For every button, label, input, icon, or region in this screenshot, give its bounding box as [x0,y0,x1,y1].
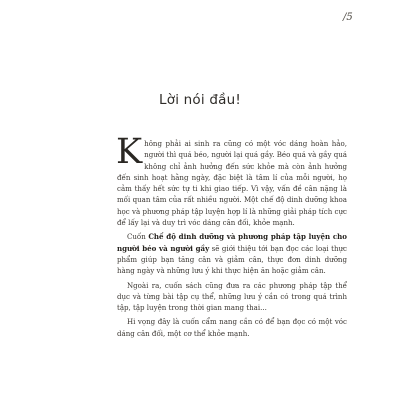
book-title: Chế độ dinh dưỡng và phương pháp tập luyện cho người béo và người gầy [117,232,347,253]
paragraph-intro [116,132,347,228]
page-number: /5 [343,12,353,23]
page-title: Lời nói đầu! [159,92,241,108]
paragraph-book-intro [117,231,347,276]
paragraph-exercise: Ngoài ra, cuốn sách cũng đưa ra các phương pháp tập thể dục và từng bài tập cụ thể, những lưu ý cần có trong quá trình tập, tập luyện trong thời gian mang thai... [117,280,347,313]
paragraph-book-suffix: sẽ giới thiệu tới bạn đọc các loại thực phẩm giúp bạn tăng cân và giảm cân, thực đơn dinh dưỡng hàng ngày và những lưu ý khi thực hiện ăn hoặc giảm cân. [117,243,347,276]
paragraph-closing: Hi vọng đây là cuốn cẩm nang cần có để bạn đọc có một vóc dáng cân đối, một cơ thể khỏe mạnh. [117,317,347,338]
paragraph-intro-text: hông phải ai sinh ra cũng có một vóc dáng hoàn hảo, người thì quá béo, người lại quá gầy. Béo quá và gầy quá không chỉ ảnh hưởng đến sức khỏe mà còn ảnh hưởng đến sinh hoạt hằng ngày, đặc biệt là tâm lí của mỗi người, họ cảm thấy hết sức tự ti khi giao tiếp. Vì vậy, vấn đề cân nặng là mối quan tâm của rất nhiều người. Một chế độ dinh dưỡng khoa học và phương pháp tập luyện hợp lí là những giải pháp tích cực để lấy lại và duy trì vóc dáng cân đối, khỏe mạnh. [117,139,347,228]
drop-cap: K [116,132,143,172]
paragraph-book-prefix: Cuốn [127,232,149,242]
preface-body [116,132,347,339]
